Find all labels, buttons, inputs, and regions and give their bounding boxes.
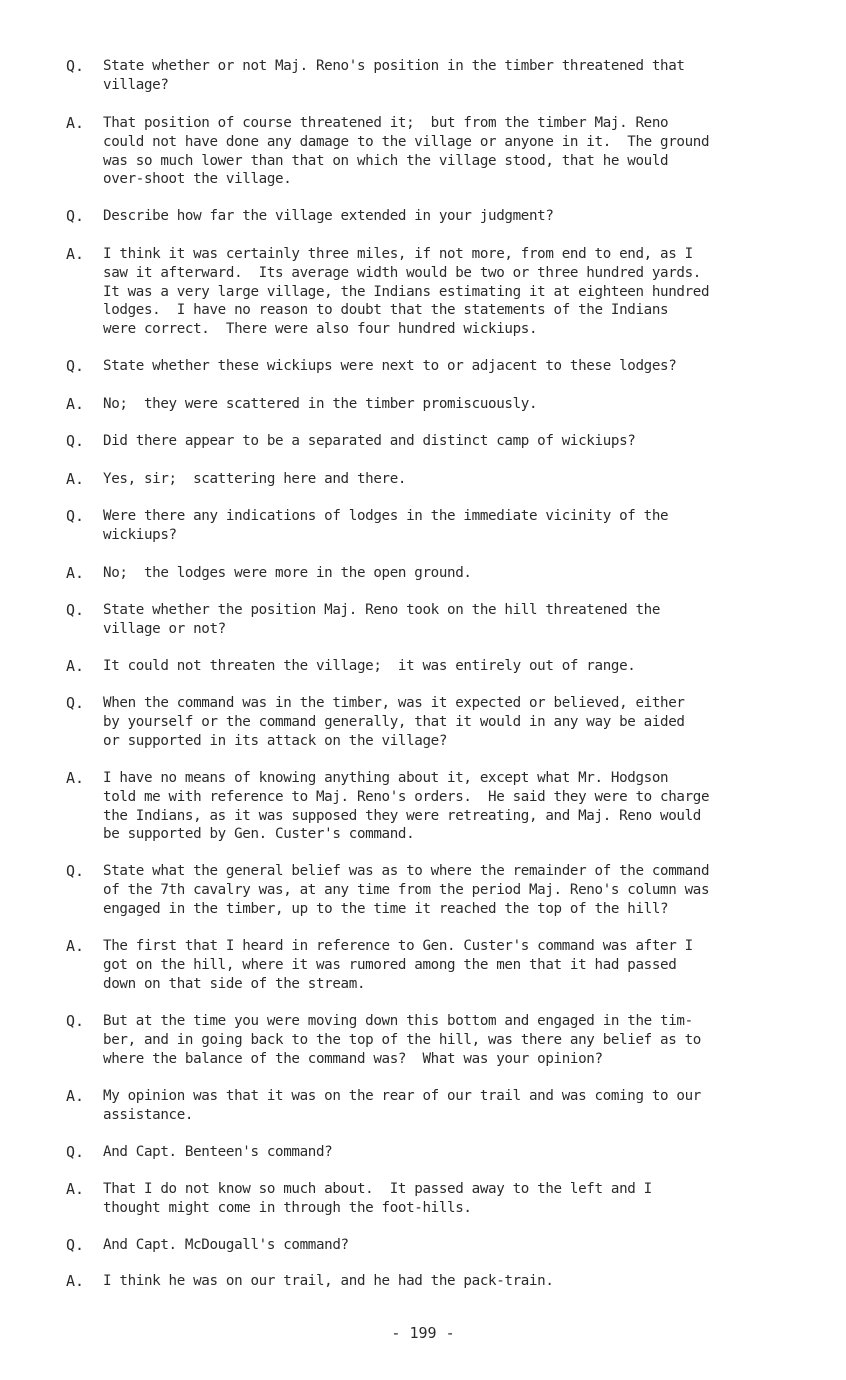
question-text: State whether these wickiups were next to or adjacent to these lodges?: [103, 358, 677, 374]
question-text: But at the time you were moving down this bottom and engaged in the tim- ber, and in going back to the top of the hill, was there any belief as to where the balance of the command was? What was your opinion?: [103, 1013, 701, 1067]
question-marker: Q.: [66, 507, 85, 525]
answer-text: I think he was on our trail, and he had the pack-train.: [103, 1273, 554, 1289]
answer-text: Yes, sir; scattering here and there.: [103, 471, 407, 487]
question-marker: Q.: [66, 862, 85, 880]
answer-text: I think it was certainly three miles, if not more, from end to end, as I saw it afterward. Its average width would be two or three hundred yards. It was a very large village, the Indians estimating it at eighteen hundred lodges. I have no reason to doubt that the statements of the Indians were correct. There were also four hundred wickiups.: [103, 246, 710, 338]
question-text: And Capt. McDougall's command?: [103, 1237, 349, 1253]
question-marker: Q.: [66, 207, 85, 225]
answer-text: I have no means of knowing anything about it, except what Mr. Hodgson told me with reference to Maj. Reno's orders. He said they were to charge the Indians, as it was supposed they were retreating, and Maj. Reno would be supported by Gen. Custer's command.: [103, 770, 710, 843]
question-text: Did there appear to be a separated and distinct camp of wickiups?: [103, 433, 636, 449]
answer-marker: A.: [66, 470, 85, 488]
answer-text: That I do not know so much about. It passed away to the left and I thought might come in through the foot-hills.: [103, 1181, 652, 1216]
answer-marker: A.: [66, 564, 85, 582]
question-text: State whether the position Maj. Reno took on the hill threatened the village or not?: [103, 602, 661, 637]
answer-marker: A.: [66, 114, 85, 132]
question-marker: Q.: [66, 357, 85, 375]
answer-text: No; the lodges were more in the open ground.: [103, 565, 472, 581]
question-text: When the command was in the timber, was it expected or believed, either by yourself or the command generally, that it would in any way be aided or supported in its attack on the village?: [103, 695, 685, 749]
page-number: - 199 -: [391, 1324, 455, 1342]
answer-marker: A.: [66, 657, 85, 675]
answer-text: My opinion was that it was on the rear of our trail and was coming to our assistance.: [103, 1088, 701, 1123]
question-marker: Q.: [66, 601, 85, 619]
answer-text: No; they were scattered in the timber promiscuously.: [103, 396, 538, 412]
answer-marker: A.: [66, 1272, 85, 1290]
answer-text: It could not threaten the village; it was entirely out of range.: [103, 658, 636, 674]
answer-text: That position of course threatened it; but from the timber Maj. Reno could not have done any damage to the village or anyone in it. The ground was so much lower than that on which the village stood, that he would over-shoot the village.: [103, 115, 710, 188]
answer-marker: A.: [66, 937, 85, 955]
question-marker: Q.: [66, 432, 85, 450]
answer-text: The first that I heard in reference to Gen. Custer's command was after I got on the hill, where it was rumored among the men that it had passed down on that side of the stream.: [103, 938, 693, 992]
answer-marker: A.: [66, 1087, 85, 1105]
answer-marker: A.: [66, 769, 85, 787]
question-marker: Q.: [66, 1236, 85, 1254]
question-marker: Q.: [66, 1012, 85, 1030]
question-marker: Q.: [66, 694, 85, 712]
question-marker: Q.: [66, 1143, 85, 1161]
question-text: Were there any indications of lodges in the immediate vicinity of the wickiups?: [103, 508, 669, 543]
question-text: And Capt. Benteen's command?: [103, 1144, 333, 1160]
question-text: State what the general belief was as to where the remainder of the command of the 7th cavalry was, at any time from the period Maj. Reno's column was engaged in the timber, up to the time it reached the top of the hill?: [103, 863, 710, 917]
answer-marker: A.: [66, 245, 85, 263]
question-marker: Q.: [66, 57, 85, 75]
question-text: State whether or not Maj. Reno's position in the timber threatened that village?: [103, 58, 685, 93]
question-text: Describe how far the village extended in your judgment?: [103, 208, 554, 224]
answer-marker: A.: [66, 395, 85, 413]
answer-marker: A.: [66, 1180, 85, 1198]
